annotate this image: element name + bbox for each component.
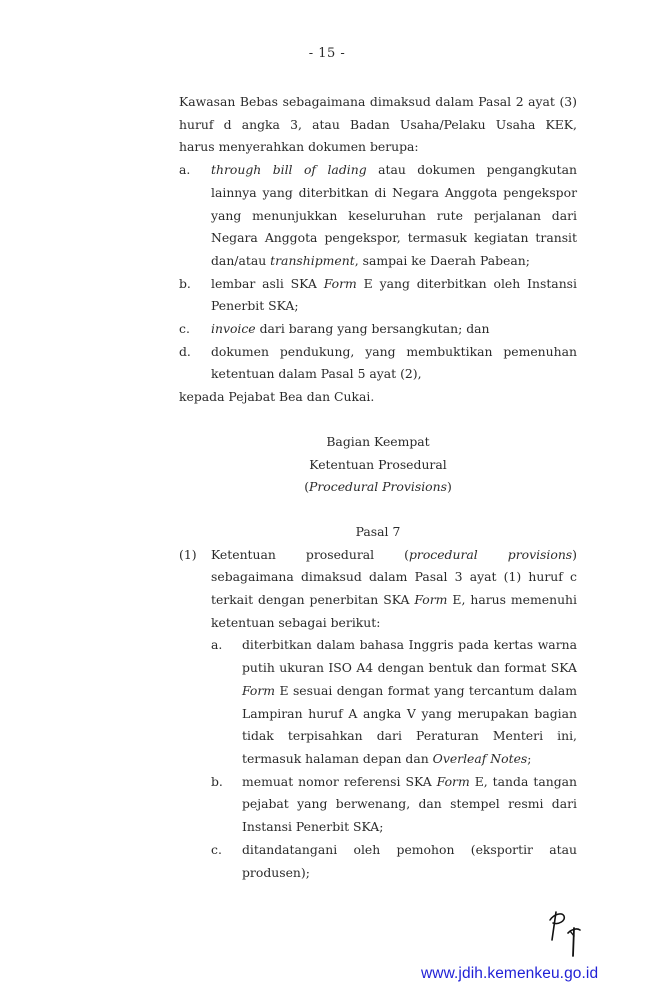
article-paragraph-1 [179,544,577,635]
text-run: E sesuai dengan format yang tercantum dalam Lampiran huruf A angka V yang merupakan bagian tidak terpisahkan dari Peraturan Menteri ini, termasuk halaman depan dan [242,682,577,766]
text-run: E, tanda tangan pejabat yang berwenang, dan stempel resmi dari Instansi Penerbit SKA; [242,773,577,835]
paraf-signature-icon [548,906,596,958]
paragraph-body [211,544,577,635]
section-subtitle: Ketentuan Prosedural [309,456,447,472]
list-marker: b. [179,275,191,291]
list-item-text [242,839,577,884]
text-run: lembar asli SKA [211,275,324,291]
list-item-text [211,318,577,341]
list-item-text [211,159,577,273]
article-title: Pasal 7 [355,523,401,539]
document-list [179,159,577,386]
list-marker: a. [211,637,223,653]
list-item [211,839,577,884]
list-item-text [242,771,577,839]
list-marker: b. [211,773,223,789]
paren-open: ( [304,479,310,495]
text-run: atau dokumen pengangkutan lainnya yang diterbitkan di Negara Anggota pengekspor yang menunjukkan keseluruhan rute perjalanan dari Negara Anggota pengekspor, termasuk kegiatan transit dan/atau [211,162,577,268]
italic-term: through bill of lading [211,162,367,178]
text-run: diterbitkan dalam bahasa Inggris pada kertas warna putih ukuran ISO A4 dengan bentuk dan format SKA [242,637,577,676]
italic-term: Form [436,773,470,789]
paragraph-marker: (1) [179,546,197,562]
paragraph-text [211,544,577,635]
text-run: ; [527,750,532,766]
list-item [211,634,577,770]
italic-term: Form [323,275,357,291]
italic-term: procedural provisions [408,546,573,562]
text-run: E yang diterbitkan oleh Instansi Penerbit SKA; [211,275,577,314]
list-item-text [211,273,577,318]
italic-term: Form [414,592,448,608]
list-marker: d. [179,343,191,359]
intro-line-3: harus menyerahkan dokumen berupa: [179,139,419,155]
list-item [179,318,577,341]
italic-term: invoice [211,321,256,337]
list-item-text [211,341,577,386]
list-item [179,159,577,273]
italic-term: transhipment [270,252,355,268]
italic-term: Form [242,682,276,698]
list-item [179,341,577,386]
text-run: Ketentuan prosedural ( [211,546,409,562]
text-run: memuat nomor referensi SKA [242,773,437,789]
paragraph-1-items [179,634,577,884]
list-marker: a. [179,162,191,178]
document-body [179,91,577,884]
section-subtitle-english [179,476,577,499]
list-marker: c. [179,321,190,337]
text-run: E, harus memenuhi ketentuan sebagai berikut: [211,592,577,630]
jdih-website-link[interactable]: www.jdih.kemenkeu.go.id [421,965,599,982]
list-item-text [242,634,577,770]
italic-term: Overleaf Notes [432,750,528,766]
page-number: - 15 - [308,46,346,61]
intro-line-1: Kawasan Bebas sebagaimana dimaksud dalam Pasal 2 ayat (3) [179,94,577,109]
text-run: , sampai ke Daerah Pabean; [354,252,530,268]
closing-line: kepada Pejabat Bea dan Cukai. [179,389,375,405]
list-item [211,771,577,839]
paren-close: ) [446,479,452,495]
text-run: ) sebagaimana dimaksud dalam Pasal 3 ayat (1) huruf c terkait dengan penerbitan SKA [211,546,578,608]
text-run: dari barang yang bersangkutan; dan [255,321,490,337]
subtitle-english-text: Procedural Provisions [309,479,447,495]
section-title: Bagian Keempat [326,433,430,449]
list-marker: c. [211,841,222,857]
text-run: dokumen pendukung, yang membuktikan pemenuhan ketentuan dalam Pasal 5 ayat (2), [211,343,577,382]
list-item [179,273,577,318]
text-run: ditandatangani oleh pemohon (eksportir atau produsen); [242,841,577,880]
intro-line-2: huruf d angka 3, atau Badan Usaha/Pelaku Usaha KEK, [179,116,577,132]
